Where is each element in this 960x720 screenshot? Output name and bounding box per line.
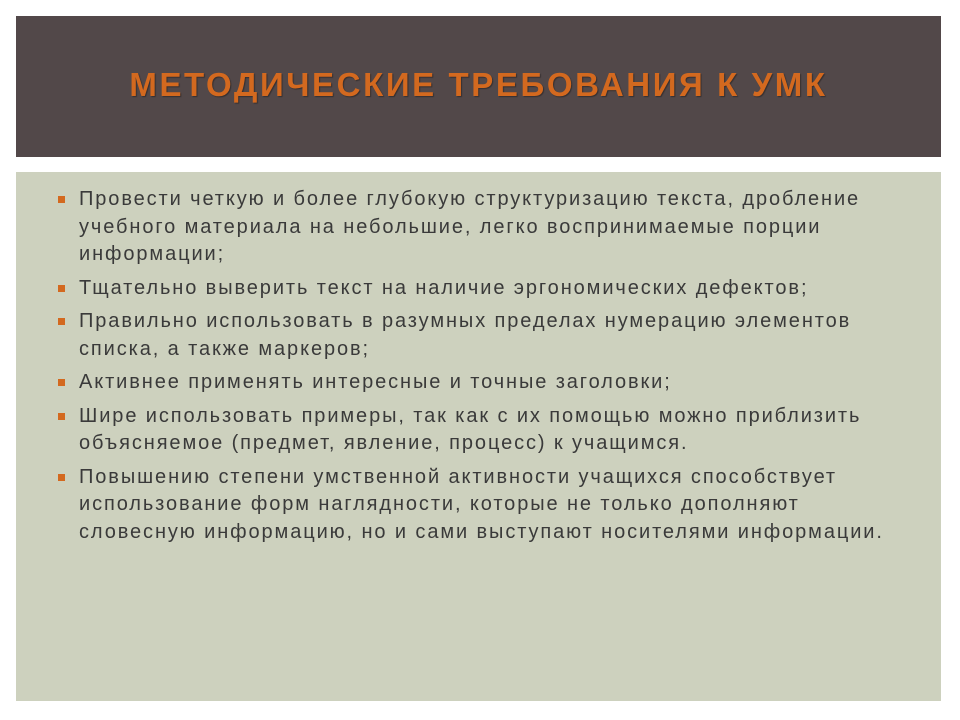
square-bullet-icon: [58, 196, 65, 203]
bullet-text: Провести четкую и более глубокую структуризацию текста, дробление учебного материала на небольшие, легко воспринимаемые порции информации;: [79, 188, 861, 265]
bullet-item: [56, 403, 896, 458]
bullet-text: Правильно использовать в разумных пределах нумерацию элементов списка, а также маркеров;: [79, 310, 852, 360]
bullet-item: [56, 308, 896, 363]
bullet-text: Повышению степени умственной активности учащихся способствует использование форм наглядности, которые не только дополняют словесную информацию, но и сами выступают носителями информации.: [79, 465, 884, 543]
bullet-item: [56, 186, 896, 269]
bullet-text: Активнее применять интересные и точные заголовки;: [79, 371, 672, 393]
bullet-text: Шире использовать примеры, так как с их помощью можно приблизить объясняемое (предмет, явление, процесс) к учащимся.: [79, 404, 862, 454]
slide-title: МЕТОДИЧЕСКИЕ ТРЕБОВАНИЯ К УМК: [129, 65, 828, 103]
square-bullet-icon: [58, 379, 65, 386]
square-bullet-icon: [58, 318, 65, 325]
square-bullet-icon: [58, 413, 65, 420]
bullet-text: Тщательно выверить текст на наличие эргономических дефектов;: [79, 276, 809, 299]
content-area: [16, 172, 941, 701]
bullet-list: [56, 186, 896, 552]
bullet-item: [56, 464, 896, 547]
square-bullet-icon: [58, 474, 65, 481]
bullet-item: [56, 275, 896, 303]
title-band: [16, 16, 941, 157]
square-bullet-icon: [58, 285, 65, 292]
bullet-item: [56, 369, 896, 397]
